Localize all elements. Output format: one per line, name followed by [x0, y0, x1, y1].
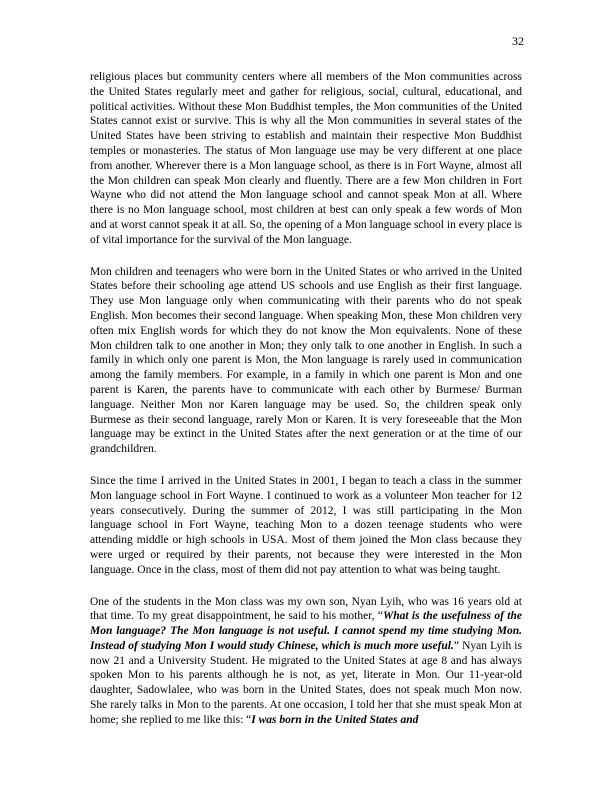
- paragraph-text: Mon children and teenagers who were born in the United States or who arrived in the United States before their schooling age attend US schools and use English as their first language. They use Mon language only when communicating with their parents who do not speak English. Mon becomes their second language. When speaking Mon, these Mon children very often mix English words for which they do not know the Mon equivalents. None of these Mon children talk to one another in Mon; they only talk to one another in English. In such a family in which only one parent is Mon, the Mon language is rarely used in communication among the family members. For example, in a family in which one parent is Mon and one parent is Karen, the parents have to communicate with each other by Burmese/ Burman language. Neither Mon nor Karen language may be used. So, the children speak only Burmese as their second language, rarely Mon or Karen. It is very foreseeable that the Mon language may be extinct in the United States after the next generation or at the time of our grandchildren.: [90, 265, 522, 456]
- paragraph-text: Since the time I arrived in the United States in 2001, I began to teach a class in the summer Mon language school in Fort Wayne. I continued to work as a volunteer Mon teacher for 12 years consecutively. During the summer of 2012, I was still participating in the Mon language school in Fort Wayne, teaching Mon to a dozen teenage students who were attending middle or high schools in USA. Most of them joined the Mon class because they were urged or required by their parents, not because they were interested in the Mon language. Once in the class, most of them did not pay attention to what was being taught.: [90, 474, 522, 576]
- paragraph-text: ” Nyan Lyih is now 21 and a University Student. He migrated to the United States at age 8 and has always spoken Mon to his parents although he is not, as yet, literate in Mon. Our 11-year-old daughter, Sadowlalee, who was born in the United States, does not speak much Mon now. She rarely talks in Mon to the parents. At one occasion, I told her that she must speak Mon at home; she replied to me like this: “: [90, 639, 522, 726]
- paragraph-text: religious places but community centers where all members of the Mon communities across the United States regularly meet and gather for religious, social, cultural, educational, and political activities. Without these Mon Buddhist temples, the Mon communities of the United States cannot exist or survive. This is why all the Mon communities in several states of the United States have been striving to establish and maintain their respective Mon Buddhist temples or monasteries. The status of Mon language use may be very different at one place from another. Wherever there is a Mon language school, as there is in Fort Wayne, almost all the Mon children can speak Mon clearly and fluently. There are a few Mon children in Fort Wayne who did not attend the Mon language school and cannot speak Mon at all. Where there is no Mon language school, most children at best can only speak a few words of Mon and at worst cannot speak it at all. So, the opening of a Mon language school in every place is of vital importance for the survival of the Mon language.: [90, 71, 522, 246]
- paragraph: [90, 265, 522, 457]
- paragraph: [90, 595, 522, 728]
- paragraph-text: One of the students in the Mon class was my own son, Nyan Lyih, who was 16 years old at that time. To my great disappointment, he said to his mother, “: [90, 595, 522, 623]
- page-number: 32: [512, 34, 524, 48]
- body-text: [90, 70, 522, 745]
- quoted-speech: What is the usefulness of the Mon language? The Mon language is not useful. I cannot spend my time studying Mon. Instead of studying Mon I would study Chinese, which is much more useful.: [90, 610, 522, 652]
- paragraph: [90, 70, 522, 248]
- quoted-speech: I was born in the United States and: [251, 713, 419, 726]
- paragraph: [90, 474, 522, 578]
